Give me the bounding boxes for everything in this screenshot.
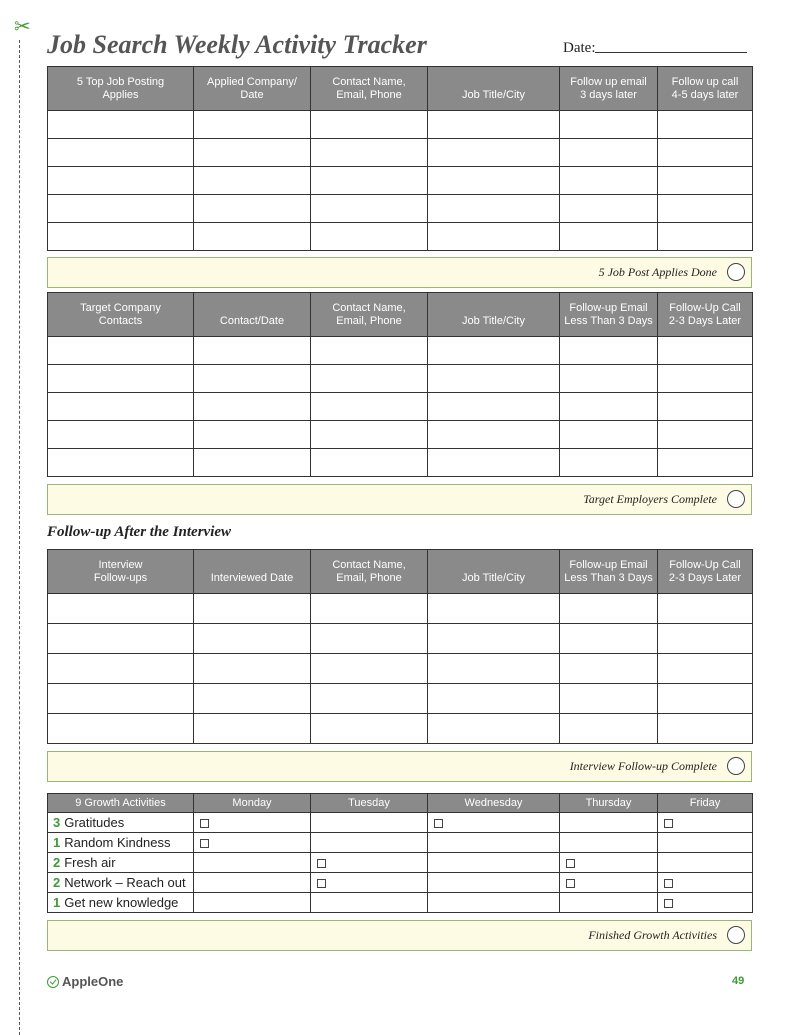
header-cell: Contact Name, Email, Phone xyxy=(311,67,428,111)
cut-line xyxy=(19,40,20,1035)
day-cell xyxy=(194,813,311,833)
entry-cell[interactable] xyxy=(560,449,658,477)
entry-cell[interactable] xyxy=(194,684,311,714)
entry-cell[interactable] xyxy=(560,624,658,654)
entry-cell[interactable] xyxy=(428,449,560,477)
day-cell xyxy=(560,833,658,853)
entry-cell[interactable] xyxy=(48,365,194,393)
entry-cell[interactable] xyxy=(311,195,428,223)
activity-count: 2 xyxy=(53,875,61,890)
entry-cell[interactable] xyxy=(311,111,428,139)
day-cell xyxy=(311,893,428,913)
table-row xyxy=(48,337,753,365)
page-number: 49 xyxy=(732,975,745,987)
date-label: Date: xyxy=(563,40,596,56)
entry-cell[interactable] xyxy=(48,684,194,714)
entry-cell[interactable] xyxy=(48,449,194,477)
entry-cell[interactable] xyxy=(311,223,428,251)
apple-check-icon xyxy=(47,976,59,988)
entry-cell[interactable] xyxy=(428,167,560,195)
done-label: 5 Job Post Applies Done xyxy=(598,265,717,279)
day-checkbox[interactable] xyxy=(200,819,209,828)
header-cell: Job Title/City xyxy=(428,67,560,111)
day-cell xyxy=(658,893,753,913)
header-cell: 5 Top Job Posting Applies xyxy=(48,67,194,111)
completion-checkbox[interactable] xyxy=(727,490,745,508)
table-row xyxy=(48,624,753,654)
activity-count: 1 xyxy=(53,835,61,850)
entry-cell[interactable] xyxy=(560,393,658,421)
header-cell: Follow-Up Call 2-3 Days Later xyxy=(658,293,753,337)
entry-cell[interactable] xyxy=(48,393,194,421)
day-cell xyxy=(428,873,560,893)
entry-cell[interactable] xyxy=(428,624,560,654)
day-cell xyxy=(428,853,560,873)
day-cell xyxy=(428,893,560,913)
entry-cell[interactable] xyxy=(48,139,194,167)
entry-cell[interactable] xyxy=(560,139,658,167)
entry-cell[interactable] xyxy=(311,167,428,195)
done-label: Target Employers Complete xyxy=(583,492,717,506)
entry-cell[interactable] xyxy=(48,167,194,195)
target-employers-done-bar xyxy=(47,484,752,515)
day-cell xyxy=(311,853,428,873)
day-checkbox[interactable] xyxy=(200,839,209,848)
entry-cell[interactable] xyxy=(311,654,428,684)
entry-cell[interactable] xyxy=(311,421,428,449)
entry-cell[interactable] xyxy=(311,594,428,624)
activity-row xyxy=(48,853,753,873)
header-cell: Contact/Date xyxy=(194,293,311,337)
entry-cell[interactable] xyxy=(194,337,311,365)
header-cell: Wednesday xyxy=(428,794,560,813)
entry-cell[interactable] xyxy=(658,714,753,744)
day-checkbox[interactable] xyxy=(664,899,673,908)
entry-cell[interactable] xyxy=(194,449,311,477)
day-checkbox[interactable] xyxy=(566,879,575,888)
entry-cell[interactable] xyxy=(658,684,753,714)
activity-row xyxy=(48,813,753,833)
entry-cell[interactable] xyxy=(658,654,753,684)
job-posting-table xyxy=(47,66,753,251)
header-cell: Thursday xyxy=(560,794,658,813)
day-cell xyxy=(560,873,658,893)
job-post-done-bar xyxy=(47,257,752,288)
day-checkbox[interactable] xyxy=(664,879,673,888)
entry-cell[interactable] xyxy=(658,365,753,393)
done-label: Finished Growth Activities xyxy=(588,928,717,942)
table-row xyxy=(48,594,753,624)
growth-done-bar xyxy=(47,920,752,951)
table-row xyxy=(48,167,753,195)
header-cell: Monday xyxy=(194,794,311,813)
scissors-icon: ✂ xyxy=(14,14,31,38)
day-checkbox[interactable] xyxy=(566,859,575,868)
brand-name: AppleOne xyxy=(62,974,124,989)
entry-cell[interactable] xyxy=(48,195,194,223)
header-cell: 9 Growth Activities xyxy=(48,794,194,813)
completion-checkbox[interactable] xyxy=(727,757,745,775)
table-row xyxy=(48,714,753,744)
day-checkbox[interactable] xyxy=(317,859,326,868)
entry-cell[interactable] xyxy=(311,139,428,167)
day-checkbox[interactable] xyxy=(317,879,326,888)
day-cell xyxy=(428,813,560,833)
table-row xyxy=(48,365,753,393)
entry-cell[interactable] xyxy=(194,223,311,251)
entry-cell[interactable] xyxy=(194,654,311,684)
day-cell xyxy=(560,893,658,913)
activity-label: Network – Reach out xyxy=(64,875,186,890)
header-cell: Follow-Up Call 2-3 Days Later xyxy=(658,550,753,594)
header-cell: Follow up email 3 days later xyxy=(560,67,658,111)
day-cell xyxy=(194,833,311,853)
day-checkbox[interactable] xyxy=(434,819,443,828)
activity-label: Random Kindness xyxy=(64,835,171,850)
entry-cell[interactable] xyxy=(428,195,560,223)
header-cell: Contact Name, Email, Phone xyxy=(311,550,428,594)
entry-cell[interactable] xyxy=(48,594,194,624)
activity-label: Gratitudes xyxy=(64,815,125,830)
table-row xyxy=(48,654,753,684)
entry-cell[interactable] xyxy=(658,337,753,365)
header-cell: Contact Name, Email, Phone xyxy=(311,293,428,337)
brand-logo xyxy=(47,974,123,989)
entry-cell[interactable] xyxy=(560,195,658,223)
table-row xyxy=(48,449,753,477)
entry-cell[interactable] xyxy=(658,139,753,167)
entry-cell[interactable] xyxy=(311,714,428,744)
entry-cell[interactable] xyxy=(194,139,311,167)
table-row xyxy=(48,421,753,449)
entry-cell[interactable] xyxy=(428,223,560,251)
activity-label: Fresh air xyxy=(64,855,116,870)
day-cell xyxy=(658,853,753,873)
entry-cell[interactable] xyxy=(194,624,311,654)
activity-label-cell xyxy=(48,893,194,913)
header-cell: Job Title/City xyxy=(428,550,560,594)
entry-cell[interactable] xyxy=(428,594,560,624)
day-cell xyxy=(311,833,428,853)
day-cell xyxy=(658,873,753,893)
header-cell: Follow-up Email Less Than 3 Days xyxy=(560,550,658,594)
entry-cell[interactable] xyxy=(48,654,194,684)
activity-count: 2 xyxy=(53,855,61,870)
entry-cell[interactable] xyxy=(658,393,753,421)
entry-cell[interactable] xyxy=(560,654,658,684)
header-cell: Follow-up Email Less Than 3 Days xyxy=(560,293,658,337)
table-row xyxy=(48,223,753,251)
entry-cell[interactable] xyxy=(311,449,428,477)
day-cell xyxy=(560,813,658,833)
header-cell: Target Company Contacts xyxy=(48,293,194,337)
page-title: Job Search Weekly Activity Tracker xyxy=(47,30,427,59)
entry-cell[interactable] xyxy=(560,167,658,195)
activity-row xyxy=(48,893,753,913)
growth-activities-table xyxy=(47,793,753,913)
entry-cell[interactable] xyxy=(560,365,658,393)
entry-cell[interactable] xyxy=(560,223,658,251)
entry-cell[interactable] xyxy=(48,337,194,365)
entry-cell[interactable] xyxy=(428,139,560,167)
entry-cell[interactable] xyxy=(311,365,428,393)
header-cell: Interview Follow-ups xyxy=(48,550,194,594)
interview-followup-table xyxy=(47,549,753,744)
table-row xyxy=(48,111,753,139)
completion-checkbox[interactable] xyxy=(727,263,745,281)
day-cell xyxy=(658,833,753,853)
interview-followup-done-bar xyxy=(47,751,752,782)
entry-cell[interactable] xyxy=(311,624,428,654)
entry-cell[interactable] xyxy=(194,111,311,139)
day-cell xyxy=(560,853,658,873)
header-cell: Applied Company/ Date xyxy=(194,67,311,111)
target-company-table xyxy=(47,292,753,477)
done-label: Interview Follow-up Complete xyxy=(569,759,717,773)
entry-cell[interactable] xyxy=(560,714,658,744)
entry-cell[interactable] xyxy=(658,195,753,223)
entry-cell[interactable] xyxy=(48,714,194,744)
entry-cell[interactable] xyxy=(658,624,753,654)
entry-cell[interactable] xyxy=(194,393,311,421)
day-cell xyxy=(428,833,560,853)
entry-cell[interactable] xyxy=(194,167,311,195)
entry-cell[interactable] xyxy=(428,111,560,139)
entry-cell[interactable] xyxy=(194,365,311,393)
entry-cell[interactable] xyxy=(658,111,753,139)
table-row xyxy=(48,195,753,223)
entry-cell[interactable] xyxy=(48,111,194,139)
activity-row xyxy=(48,833,753,853)
activity-label: Get new knowledge xyxy=(64,895,179,910)
entry-cell[interactable] xyxy=(194,195,311,223)
entry-cell[interactable] xyxy=(428,421,560,449)
header-cell: Friday xyxy=(658,794,753,813)
activity-label-cell xyxy=(48,813,194,833)
entry-cell[interactable] xyxy=(194,714,311,744)
entry-cell[interactable] xyxy=(428,714,560,744)
day-cell xyxy=(194,873,311,893)
table-row xyxy=(48,684,753,714)
entry-cell[interactable] xyxy=(560,594,658,624)
entry-cell[interactable] xyxy=(560,111,658,139)
entry-cell[interactable] xyxy=(428,337,560,365)
activity-label-cell xyxy=(48,833,194,853)
entry-cell[interactable] xyxy=(658,449,753,477)
day-cell xyxy=(311,813,428,833)
entry-cell[interactable] xyxy=(658,223,753,251)
header-cell: Follow up call 4-5 days later xyxy=(658,67,753,111)
entry-cell[interactable] xyxy=(48,624,194,654)
entry-cell[interactable] xyxy=(48,223,194,251)
entry-cell[interactable] xyxy=(658,594,753,624)
entry-cell[interactable] xyxy=(311,393,428,421)
entry-cell[interactable] xyxy=(658,421,753,449)
entry-cell[interactable] xyxy=(560,684,658,714)
day-cell xyxy=(194,853,311,873)
activity-count: 3 xyxy=(53,815,61,830)
entry-cell[interactable] xyxy=(560,337,658,365)
entry-cell[interactable] xyxy=(560,421,658,449)
header-cell: Job Title/City xyxy=(428,293,560,337)
section-title: Follow-up After the Interview xyxy=(47,524,232,540)
entry-cell[interactable] xyxy=(658,167,753,195)
entry-cell[interactable] xyxy=(428,393,560,421)
entry-cell[interactable] xyxy=(48,421,194,449)
day-checkbox[interactable] xyxy=(664,819,673,828)
activity-row xyxy=(48,873,753,893)
date-field[interactable] xyxy=(595,52,747,53)
completion-checkbox[interactable] xyxy=(727,926,745,944)
entry-cell[interactable] xyxy=(428,365,560,393)
entry-cell[interactable] xyxy=(428,684,560,714)
entry-cell[interactable] xyxy=(194,421,311,449)
entry-cell[interactable] xyxy=(194,594,311,624)
entry-cell[interactable] xyxy=(428,654,560,684)
day-cell xyxy=(194,893,311,913)
header-cell: Interviewed Date xyxy=(194,550,311,594)
table-row xyxy=(48,393,753,421)
table-row xyxy=(48,139,753,167)
entry-cell[interactable] xyxy=(311,684,428,714)
day-cell xyxy=(311,873,428,893)
activity-count: 1 xyxy=(53,895,61,910)
header-cell: Tuesday xyxy=(311,794,428,813)
activity-label-cell xyxy=(48,873,194,893)
entry-cell[interactable] xyxy=(311,337,428,365)
activity-label-cell xyxy=(48,853,194,873)
day-cell xyxy=(658,813,753,833)
